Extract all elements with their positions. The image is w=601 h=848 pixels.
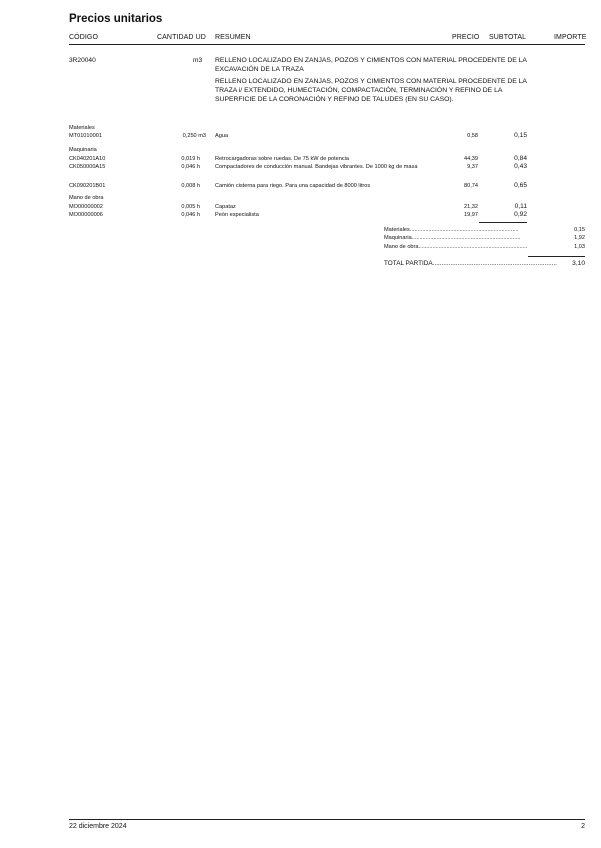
row-description: Retrocargadoras sobre ruedas. De 75 kW de potencia: [215, 156, 350, 162]
row-code: MO00000002: [69, 204, 103, 210]
row-subtotal: 0,84: [514, 155, 527, 162]
row-subtotal: 0,43: [514, 163, 527, 170]
leader-dots: ......................................................................: [418, 244, 528, 250]
row-description: Capataz: [215, 204, 236, 210]
row-description: Peón especialista: [215, 212, 259, 218]
row-code: CK050000A15: [69, 164, 106, 170]
leader-dots: ......................................................................: [411, 235, 521, 241]
row-subtotal: 0,11: [514, 203, 527, 210]
row-price: 21,32: [464, 204, 478, 210]
total-divider: [528, 256, 585, 257]
row-qty: 0,005 h: [181, 204, 200, 210]
summary-materiales-label: Materiales......................................................................: [384, 227, 519, 233]
row-description: Agua: [215, 133, 229, 139]
header-subtotal: SUBTOTAL: [489, 34, 527, 41]
group-label-materiales: Materiales: [69, 125, 95, 131]
summary-total-label: TOTAL PARTIDA......................................................................: [384, 260, 557, 267]
header-codigo: CÓDIGO: [69, 34, 98, 41]
row-subtotal: 0,15: [514, 132, 527, 139]
row-subtotal: 0,65: [514, 182, 527, 189]
page-title: Precios unitarios: [69, 13, 163, 25]
group-label-maquinaria: Maquinaria: [69, 147, 97, 153]
row-price: 44,39: [464, 156, 478, 162]
item-code: 3R20040: [69, 57, 96, 64]
header-divider: [69, 44, 585, 45]
row-code: CK090201B01: [69, 183, 106, 189]
row-qty: 0,250 m3: [182, 133, 206, 139]
row-qty: 0,019 h: [181, 156, 200, 162]
leader-dots: ......................................................................: [409, 227, 519, 233]
header-precio: PRECIO: [452, 34, 480, 41]
row-description: Compactadores de conducción manual. Bandejas vibrantes. De 1000 kg de masa: [215, 164, 418, 170]
row-code: MT01010001: [69, 133, 102, 139]
row-price: 19,97: [464, 212, 478, 218]
page-number: 2: [581, 823, 585, 830]
item-long-description: RELLENO LOCALIZADO EN ZANJAS, POZOS Y CIMIENTOS CON MATERIAL PROCEDENTE DE LA TRAZA i/ EXTENDIDO, HUMECTACIÓN, COMPACTACIÓN, TERMINACIÓN Y REFINO DE LA SUPERFICIE DE LA CORONACIÓN Y REFINO DE TALUDES (EN SU CASO).: [215, 78, 527, 104]
row-code: MO00000006: [69, 212, 103, 218]
summary-total-value: 3,10: [572, 260, 585, 267]
row-subtotal: 0,92: [514, 211, 527, 218]
summary-maquinaria-value: 1,92: [574, 235, 585, 241]
row-qty: 0,008 h: [181, 183, 200, 189]
row-qty: 0,046 h: [181, 212, 200, 218]
footer-divider: [69, 819, 585, 820]
group-label-mano-de-obra: Mano de obra: [69, 195, 104, 201]
summary-mano-de-obra-value: 1,03: [574, 244, 585, 250]
summary-materiales-value: 0,15: [574, 227, 585, 233]
item-short-description: RELLENO LOCALIZADO EN ZANJAS, POZOS Y CIMIENTOS CON MATERIAL PROCEDENTE DE LA EXCAVACIÓN DE LA TRAZA: [215, 57, 527, 74]
row-code: CK040201A10: [69, 156, 106, 162]
row-price: 80,74: [464, 183, 478, 189]
footer-date: 22 diciembre 2024: [69, 823, 127, 830]
header-resumen: RESUMEN: [215, 34, 251, 41]
header-cantidad: CANTIDAD UD: [157, 34, 206, 41]
row-price: 0,58: [467, 133, 478, 139]
subtotal-divider: [479, 222, 527, 223]
header-importe: IMPORTE: [554, 34, 587, 41]
row-qty: 0,046 h: [181, 164, 200, 170]
summary-mano-de-obra-label: Mano de obra......................................................................: [384, 244, 528, 250]
leader-dots: ......................................................................: [432, 260, 557, 267]
summary-maquinaria-label: Maquinaria......................................................................: [384, 235, 521, 241]
row-description: Camión cisterna para riego. Para una capacidad de 8000 litros: [215, 183, 371, 189]
row-price: 9,37: [467, 164, 478, 170]
item-unit: m3: [193, 57, 203, 64]
